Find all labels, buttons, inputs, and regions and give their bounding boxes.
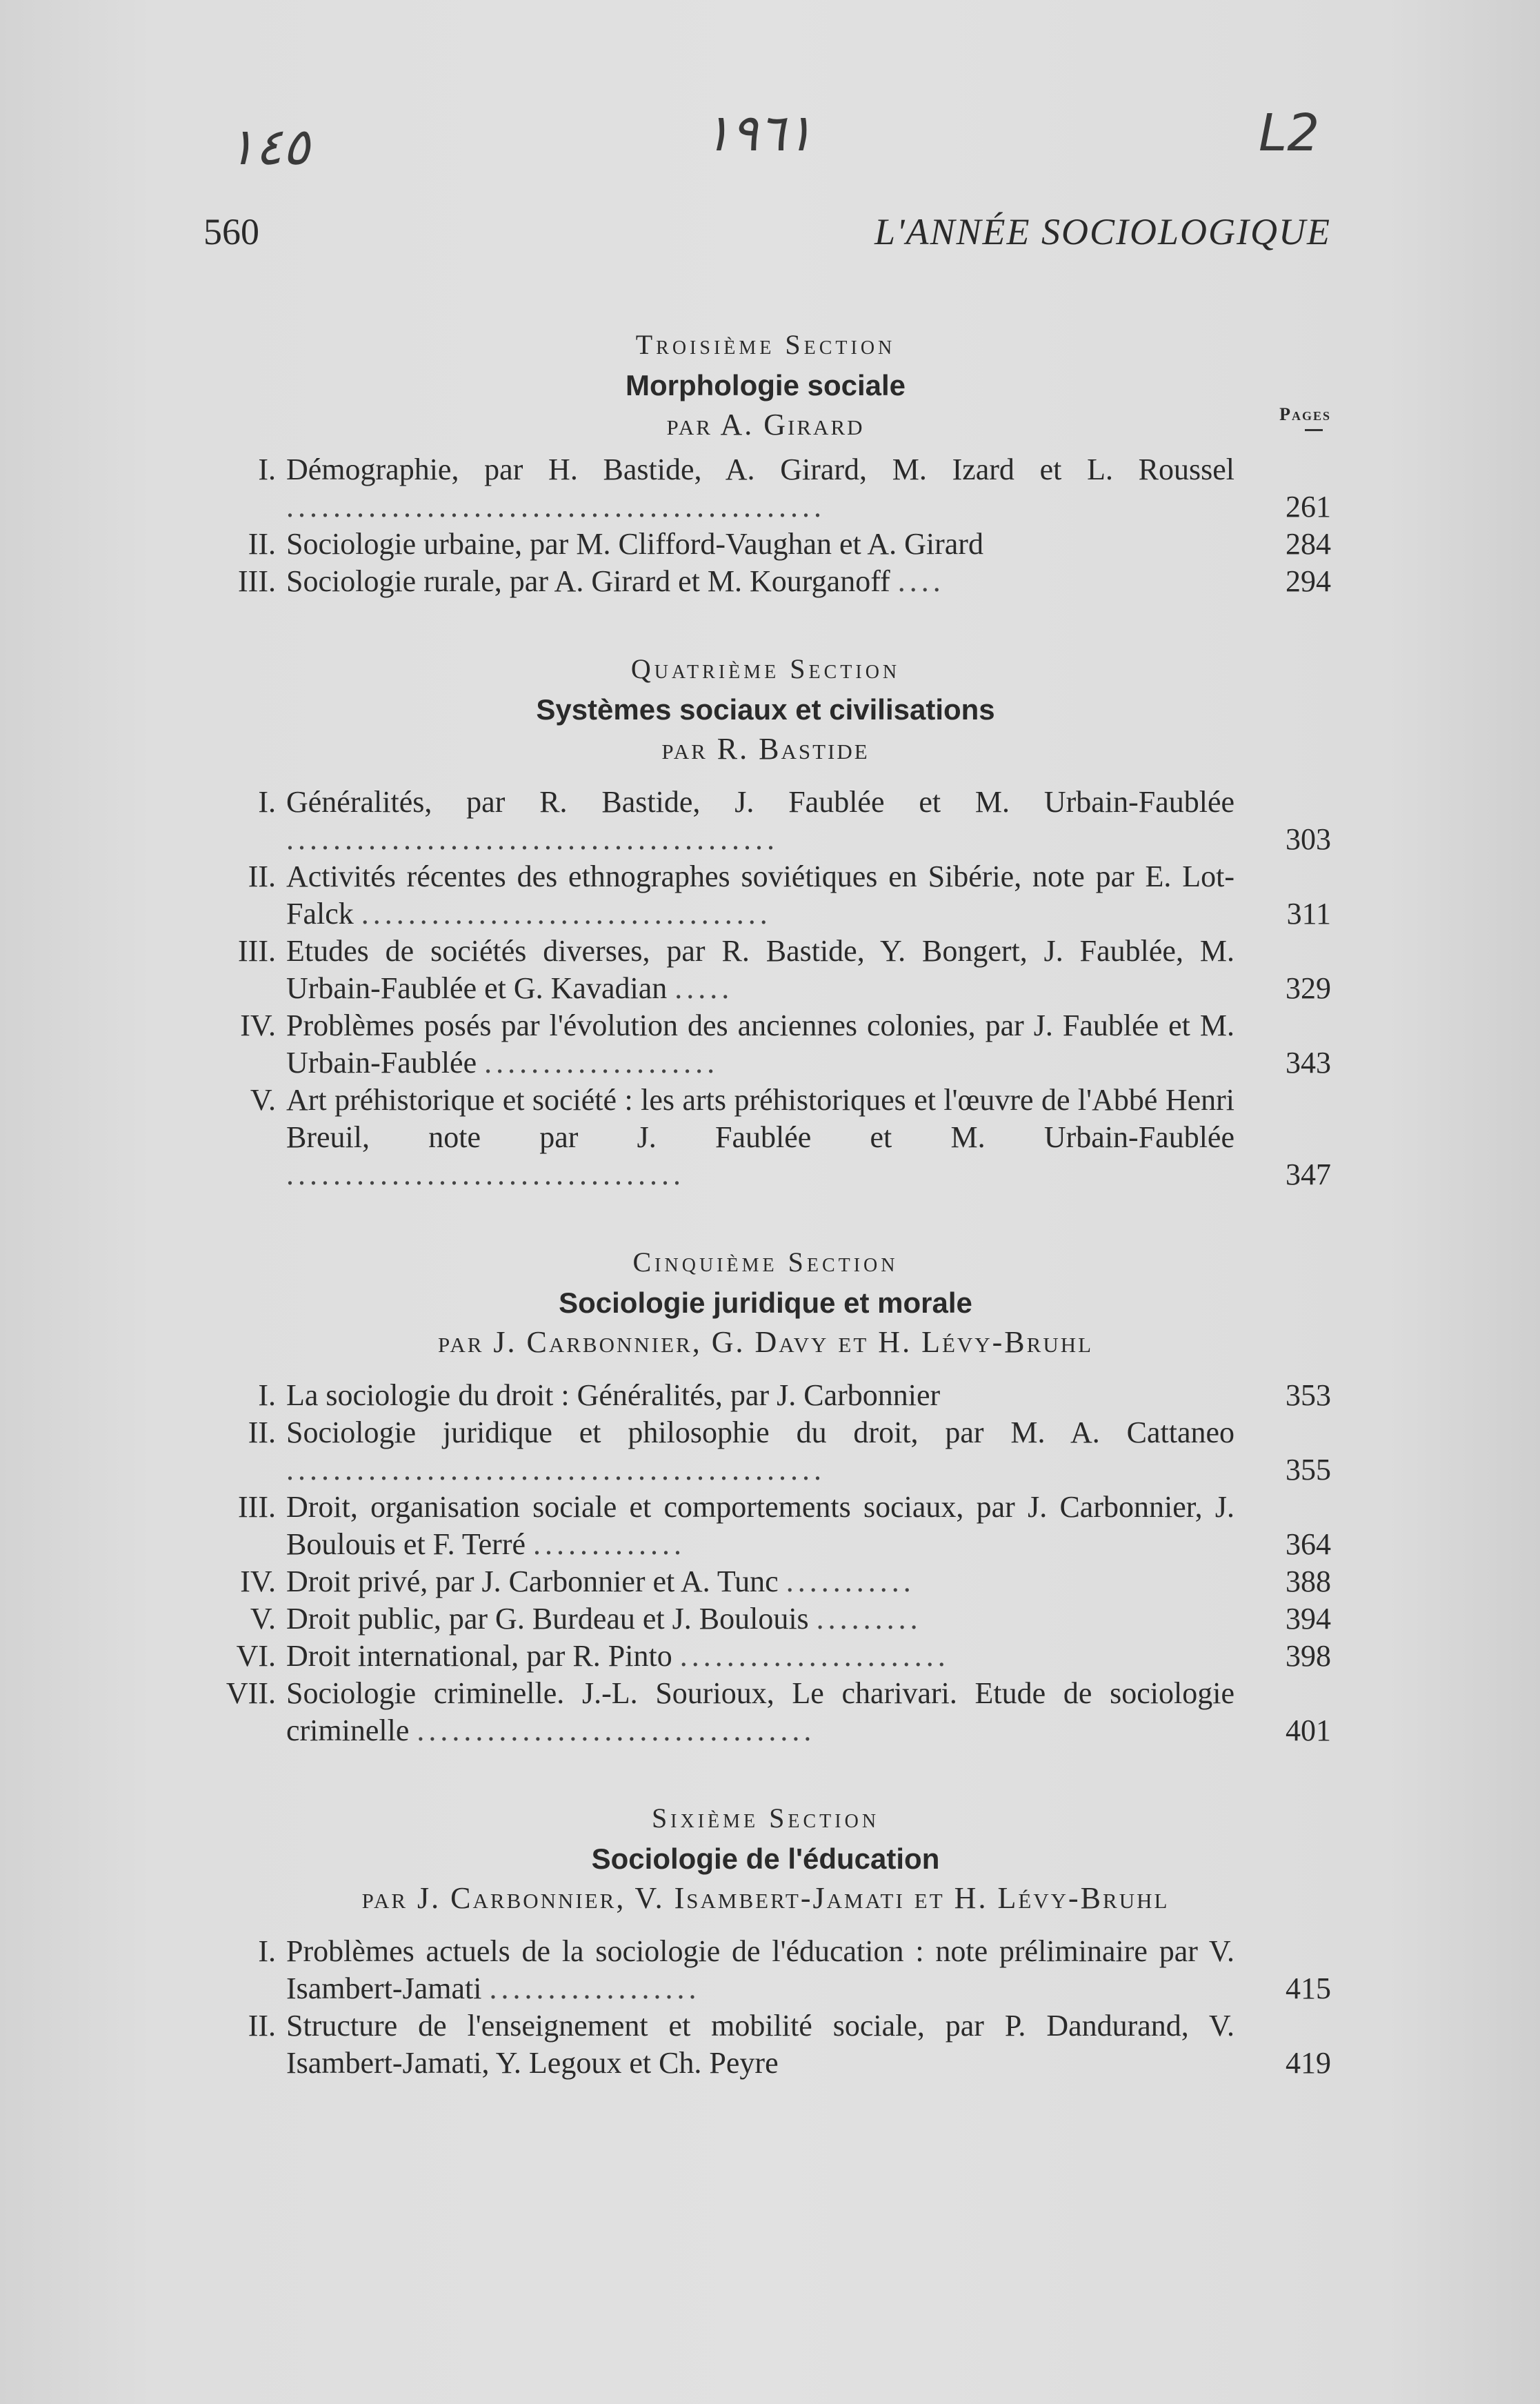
entry-number: VII. [226, 1676, 276, 1710]
entry-number: I. [258, 785, 276, 819]
handwritten-note-center: ١٩٦١ [703, 103, 813, 163]
entry-page: 398 [1286, 1639, 1331, 1673]
entry-number: III. [238, 934, 276, 968]
entry-number: II. [248, 860, 276, 893]
section-author: par J. Carbonnier, V. Isambert-Jamati et H. Lévy-Bruhl [361, 1881, 1170, 1915]
toc-section [200, 1798, 1331, 2082]
toc-entry: III. Etudes de sociétés diverses, par R. Bastide, Y. Bongert, J. Faublée, M. Urbain-Faublée et G. Kavadian ..... 329 [200, 933, 1331, 1007]
entry-text: Problèmes posés par l'évolution des anciennes colonies, par J. Faublée et M. Urbain-Faublée [286, 1009, 1234, 1080]
toc-entry: I. Démographie, par H. Bastide, A. Girard, M. Izard et L. Roussel .............................................. 261 [200, 451, 1331, 526]
pages-rule [1305, 429, 1323, 431]
entry-page: 419 [1286, 2046, 1331, 2080]
entry-page: 261 [1286, 490, 1331, 524]
entry-text: Activités récentes des ethnographes soviétiques en Sibérie, note par E. Lot-Falck [286, 860, 1234, 931]
running-title: L'ANNÉE SOCIOLOGIQUE [874, 211, 1331, 252]
entry-page: 364 [1286, 1527, 1331, 1561]
entry-page: 394 [1286, 1602, 1331, 1636]
entry-text: Droit public, par G. Burdeau et J. Boulouis [286, 1602, 809, 1636]
section-author: par R. Bastide [661, 732, 870, 766]
entry-page: 303 [1286, 822, 1331, 856]
entry-text: Droit international, par R. Pinto [286, 1639, 672, 1673]
entry-number: I. [258, 1378, 276, 1412]
entry-text: La sociologie du droit : Généralités, par J. Carbonnier [286, 1378, 941, 1412]
entry-page: 343 [1286, 1046, 1331, 1080]
entry-page: 353 [1286, 1378, 1331, 1412]
toc-entry: I. Généralités, par R. Bastide, J. Faublée et M. Urbain-Faublée .......................................... 303 [200, 784, 1331, 858]
entry-number: V. [250, 1602, 276, 1636]
section-title: Morphologie sociale [625, 369, 906, 401]
entry-number: III. [238, 564, 276, 598]
section-heading: Troisième Section [635, 329, 896, 360]
toc-entry [200, 2007, 1331, 2082]
toc-entry: V. Art préhistorique et société : les arts préhistoriques et l'œuvre de l'Abbé Henri Breuil, note par J. Faublée et M. Urbain-Faublée .................................. 347 [200, 1082, 1331, 1193]
entry-number: I. [258, 1934, 276, 1968]
entry-number: VI. [236, 1639, 276, 1673]
entry-page: 294 [1286, 564, 1331, 598]
section-title: Systèmes sociaux et civilisations [536, 693, 995, 726]
entry-text: Droit privé, par J. Carbonnier et A. Tunc [286, 1564, 779, 1598]
entry-number: II. [248, 2009, 276, 2043]
section-heading: Quatrième Section [630, 653, 901, 684]
section-heading: Sixième Section [651, 1802, 880, 1834]
handwritten-note-right: L2 [1259, 103, 1320, 163]
section-title: Sociologie de l'éducation [591, 1842, 940, 1875]
entry-number: IV. [240, 1009, 276, 1042]
toc-entry: II. Sociologie juridique et philosophie du droit, par M. A. Cattaneo .............................................. 355 [200, 1414, 1331, 1489]
entry-number: II. [248, 527, 276, 561]
entry-text: Etudes de sociétés diverses, par R. Bastide, Y. Bongert, J. Faublée, M. Urbain-Faublée et G. Kavadian [286, 934, 1234, 1005]
toc-entry: IV. Problèmes posés par l'évolution des anciennes colonies, par J. Faublée et M. Urbain-Faublée .................... 343 [200, 1007, 1331, 1082]
entry-number: IV. [240, 1564, 276, 1598]
entry-number: III. [238, 1490, 276, 1524]
entry-number: V. [250, 1083, 276, 1117]
section-heading: Cinquième Section [632, 1246, 899, 1278]
entry-number: II. [248, 1415, 276, 1449]
section-title: Sociologie juridique et morale [559, 1287, 972, 1319]
entry-number: I. [258, 453, 276, 486]
entry-text: Structure de l'enseignement et mobilité sociale, par P. Dandurand, V. Isambert-Jamati, Y. Legoux et Ch. Peyre [286, 2009, 1234, 2080]
toc-entry: I. Problèmes actuels de la sociologie de l'éducation : note préliminaire par V. Isambert-Jamati .................. 415 [200, 1933, 1331, 2007]
toc-section [200, 648, 1331, 1193]
entry-page: 347 [1286, 1158, 1331, 1191]
entry-text: Sociologie juridique et philosophie du droit, par M. A. Cattaneo [286, 1415, 1234, 1449]
entry-text: Art préhistorique et société : les arts préhistoriques et l'œuvre de l'Abbé Henri Breuil, note par J. Faublée et M. Urbain-Faublée [286, 1083, 1234, 1154]
toc-section [200, 1242, 1331, 1749]
entry-page: 311 [1286, 897, 1331, 931]
entry-text: Droit, organisation sociale et comportements sociaux, par J. Carbonnier, J. Boulouis et F. Terré [286, 1490, 1234, 1561]
table-of-contents [200, 324, 1331, 2082]
running-header [203, 210, 1331, 259]
section-author: par A. Girard [666, 408, 865, 441]
entry-page: 401 [1286, 1713, 1331, 1747]
toc-entry [200, 1377, 1331, 1414]
handwritten-note-left: ١٤٥ [228, 117, 310, 177]
entry-page: 329 [1286, 971, 1331, 1005]
toc-entry: III. Sociologie rurale, par A. Girard et M. Kourganoff .... 294 [200, 563, 1331, 600]
entry-text: Sociologie rurale, par A. Girard et M. Kourganoff [286, 564, 890, 598]
pages-label: Pages [1279, 404, 1331, 424]
entry-text: Problèmes actuels de la sociologie de l'éducation : note préliminaire par V. Isambert-Jamati [286, 1934, 1234, 2005]
toc-entry: III. Droit, organisation sociale et comportements sociaux, par J. Carbonnier, J. Boulouis et F. Terré ............. 364 [200, 1489, 1331, 1563]
toc-entry: IV. Droit privé, par J. Carbonnier et A. Tunc ........... 388 [200, 1563, 1331, 1600]
entry-page: 415 [1286, 1971, 1331, 2005]
toc-entry: II. Activités récentes des ethnographes soviétiques en Sibérie, note par E. Lot-Falck ................................... 311 [200, 858, 1331, 933]
entry-page: 388 [1286, 1564, 1331, 1598]
entry-page: 355 [1286, 1453, 1331, 1487]
toc-entry: V. Droit public, par G. Burdeau et J. Boulouis ......... 394 [200, 1600, 1331, 1638]
page-number: 560 [203, 211, 259, 252]
toc-section [200, 324, 1331, 600]
toc-entry: VII. Sociologie criminelle. J.-L. Sourioux, Le charivari. Etude de sociologie criminelle .................................. 401 [200, 1675, 1331, 1749]
entry-text: Généralités, par R. Bastide, J. Faublée et M. Urbain-Faublée [286, 785, 1234, 819]
entry-page: 284 [1286, 527, 1331, 561]
toc-entry: VI. Droit international, par R. Pinto ....................... 398 [200, 1638, 1331, 1675]
section-author: par J. Carbonnier, G. Davy et H. Lévy-Bruhl [437, 1325, 1094, 1359]
entry-text: Sociologie criminelle. J.-L. Sourioux, Le charivari. Etude de sociologie criminelle [286, 1676, 1234, 1747]
toc-entry [200, 526, 1331, 563]
entry-text: Sociologie urbaine, par M. Clifford-Vaughan et A. Girard [286, 527, 983, 561]
entry-text: Démographie, par H. Bastide, A. Girard, M. Izard et L. Roussel [286, 453, 1234, 486]
